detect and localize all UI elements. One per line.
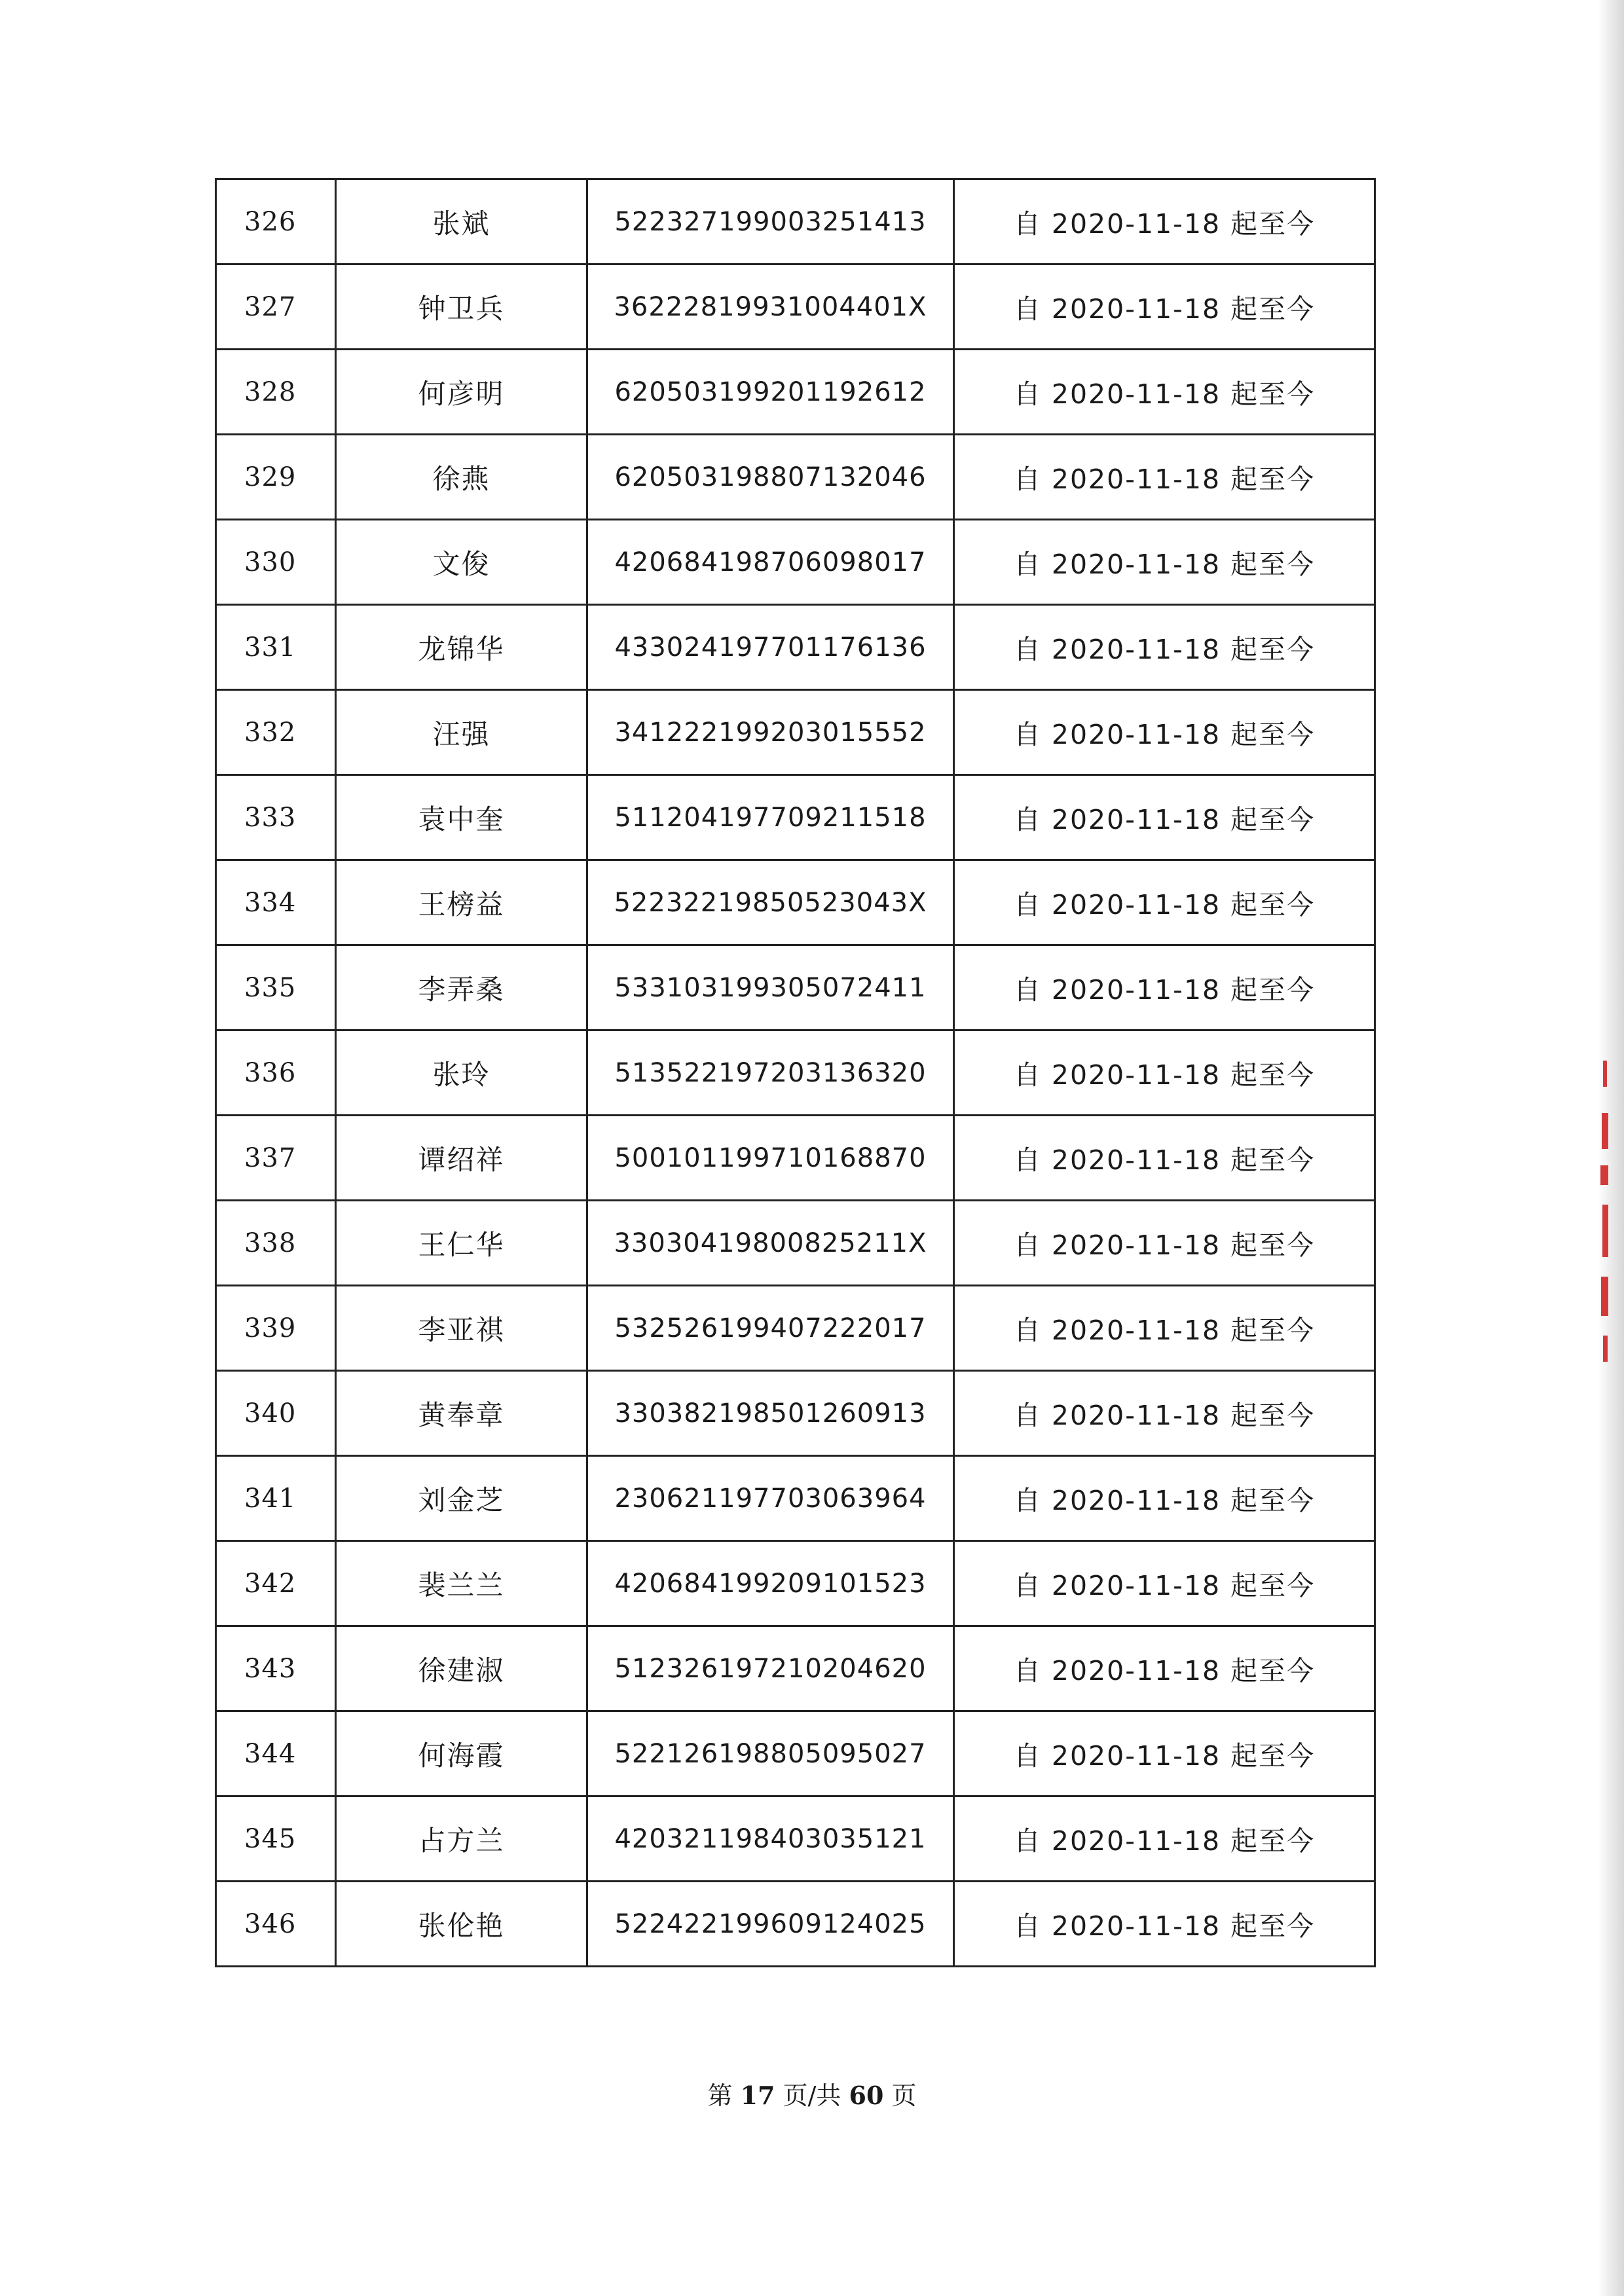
period-cell: 自 2020-11-18 起至今	[954, 264, 1375, 350]
id-number-cell: 522422199609124025	[587, 1882, 954, 1967]
name-cell: 袁中奎	[336, 775, 587, 860]
name-cell: 裴兰兰	[336, 1541, 587, 1626]
row-number-cell: 326	[216, 179, 336, 264]
id-number-cell: 522327199003251413	[587, 179, 954, 264]
period-cell: 自 2020-11-18 起至今	[954, 435, 1375, 520]
period-cell: 自 2020-11-18 起至今	[954, 945, 1375, 1030]
period-cell: 自 2020-11-18 起至今	[954, 775, 1375, 860]
name-cell: 张玲	[336, 1030, 587, 1116]
name-cell: 何海霞	[336, 1711, 587, 1796]
table-row	[216, 350, 1375, 435]
table-row	[216, 1371, 1375, 1456]
row-number-cell: 346	[216, 1882, 336, 1967]
table-row	[216, 179, 1375, 264]
id-number-cell: 420684198706098017	[587, 520, 954, 605]
id-number-cell: 511204197709211518	[587, 775, 954, 860]
footer-prefix: 第	[707, 2081, 733, 2110]
table-row	[216, 1201, 1375, 1286]
row-number-cell: 327	[216, 264, 336, 350]
id-number-cell: 52232219850523043X	[587, 860, 954, 945]
row-number-cell: 338	[216, 1201, 336, 1286]
row-number-cell: 333	[216, 775, 336, 860]
period-cell: 自 2020-11-18 起至今	[954, 1796, 1375, 1882]
table-row	[216, 264, 1375, 350]
current-page-number: 17	[740, 2081, 775, 2110]
table-row	[216, 605, 1375, 690]
name-cell: 何彦明	[336, 350, 587, 435]
seal-fragment-icon	[1598, 1061, 1612, 1368]
period-cell: 自 2020-11-18 起至今	[954, 1541, 1375, 1626]
id-number-cell: 33030419800825211X	[587, 1201, 954, 1286]
name-cell: 黄奉章	[336, 1371, 587, 1456]
row-number-cell: 337	[216, 1116, 336, 1201]
row-number-cell: 341	[216, 1456, 336, 1541]
row-number-cell: 340	[216, 1371, 336, 1456]
table-row	[216, 1286, 1375, 1371]
row-number-cell: 334	[216, 860, 336, 945]
period-cell: 自 2020-11-18 起至今	[954, 1882, 1375, 1967]
id-number-cell: 620503198807132046	[587, 435, 954, 520]
id-number-cell: 36222819931004401X	[587, 264, 954, 350]
id-number-cell: 230621197703063964	[587, 1456, 954, 1541]
row-number-cell: 343	[216, 1626, 336, 1711]
name-cell: 徐燕	[336, 435, 587, 520]
period-cell: 自 2020-11-18 起至今	[954, 605, 1375, 690]
row-number-cell: 328	[216, 350, 336, 435]
table-row	[216, 1116, 1375, 1201]
id-number-cell: 532526199407222017	[587, 1286, 954, 1371]
table-row	[216, 775, 1375, 860]
table-row	[216, 1541, 1375, 1626]
period-cell: 自 2020-11-18 起至今	[954, 1116, 1375, 1201]
name-cell: 钟卫兵	[336, 264, 587, 350]
period-cell: 自 2020-11-18 起至今	[954, 1456, 1375, 1541]
id-number-cell: 512326197210204620	[587, 1626, 954, 1711]
period-cell: 自 2020-11-18 起至今	[954, 1371, 1375, 1456]
row-number-cell: 342	[216, 1541, 336, 1626]
period-cell: 自 2020-11-18 起至今	[954, 860, 1375, 945]
row-number-cell: 331	[216, 605, 336, 690]
table-row	[216, 1030, 1375, 1116]
table-row	[216, 1711, 1375, 1796]
name-cell: 龙锦华	[336, 605, 587, 690]
name-cell: 徐建淑	[336, 1626, 587, 1711]
row-number-cell: 335	[216, 945, 336, 1030]
table-row	[216, 435, 1375, 520]
period-cell: 自 2020-11-18 起至今	[954, 1286, 1375, 1371]
table-row	[216, 860, 1375, 945]
period-cell: 自 2020-11-18 起至今	[954, 520, 1375, 605]
row-number-cell: 329	[216, 435, 336, 520]
table-row	[216, 1626, 1375, 1711]
id-number-cell: 620503199201192612	[587, 350, 954, 435]
name-cell: 王仁华	[336, 1201, 587, 1286]
period-cell: 自 2020-11-18 起至今	[954, 1711, 1375, 1796]
period-cell: 自 2020-11-18 起至今	[954, 690, 1375, 775]
name-cell: 文俊	[336, 520, 587, 605]
period-cell: 自 2020-11-18 起至今	[954, 1626, 1375, 1711]
name-cell: 占方兰	[336, 1796, 587, 1882]
page-footer	[0, 2075, 1624, 2111]
roster-table	[215, 178, 1376, 1967]
row-number-cell: 330	[216, 520, 336, 605]
name-cell: 汪强	[336, 690, 587, 775]
period-cell: 自 2020-11-18 起至今	[954, 350, 1375, 435]
table-row	[216, 520, 1375, 605]
id-number-cell: 341222199203015552	[587, 690, 954, 775]
period-cell: 自 2020-11-18 起至今	[954, 179, 1375, 264]
period-cell: 自 2020-11-18 起至今	[954, 1201, 1375, 1286]
footer-suffix: 页	[891, 2081, 917, 2110]
table-row	[216, 690, 1375, 775]
total-pages-number: 60	[849, 2081, 884, 2110]
name-cell: 刘金芝	[336, 1456, 587, 1541]
id-number-cell: 533103199305072411	[587, 945, 954, 1030]
id-number-cell: 420321198403035121	[587, 1796, 954, 1882]
id-number-cell: 330382198501260913	[587, 1371, 954, 1456]
row-number-cell: 344	[216, 1711, 336, 1796]
name-cell: 张伦艳	[336, 1882, 587, 1967]
name-cell: 李弄桑	[336, 945, 587, 1030]
name-cell: 李亚祺	[336, 1286, 587, 1371]
table-row	[216, 1796, 1375, 1882]
id-number-cell: 522126198805095027	[587, 1711, 954, 1796]
table-row	[216, 945, 1375, 1030]
row-number-cell: 336	[216, 1030, 336, 1116]
name-cell: 王榜益	[336, 860, 587, 945]
row-number-cell: 332	[216, 690, 336, 775]
id-number-cell: 513522197203136320	[587, 1030, 954, 1116]
roster-table-body	[216, 179, 1375, 1967]
period-cell: 自 2020-11-18 起至今	[954, 1030, 1375, 1116]
name-cell: 张斌	[336, 179, 587, 264]
footer-middle: 页/共	[783, 2081, 841, 2110]
table-row	[216, 1456, 1375, 1541]
table-row	[216, 1882, 1375, 1967]
name-cell: 谭绍祥	[336, 1116, 587, 1201]
row-number-cell: 345	[216, 1796, 336, 1882]
id-number-cell: 420684199209101523	[587, 1541, 954, 1626]
id-number-cell: 500101199710168870	[587, 1116, 954, 1201]
row-number-cell: 339	[216, 1286, 336, 1371]
id-number-cell: 433024197701176136	[587, 605, 954, 690]
